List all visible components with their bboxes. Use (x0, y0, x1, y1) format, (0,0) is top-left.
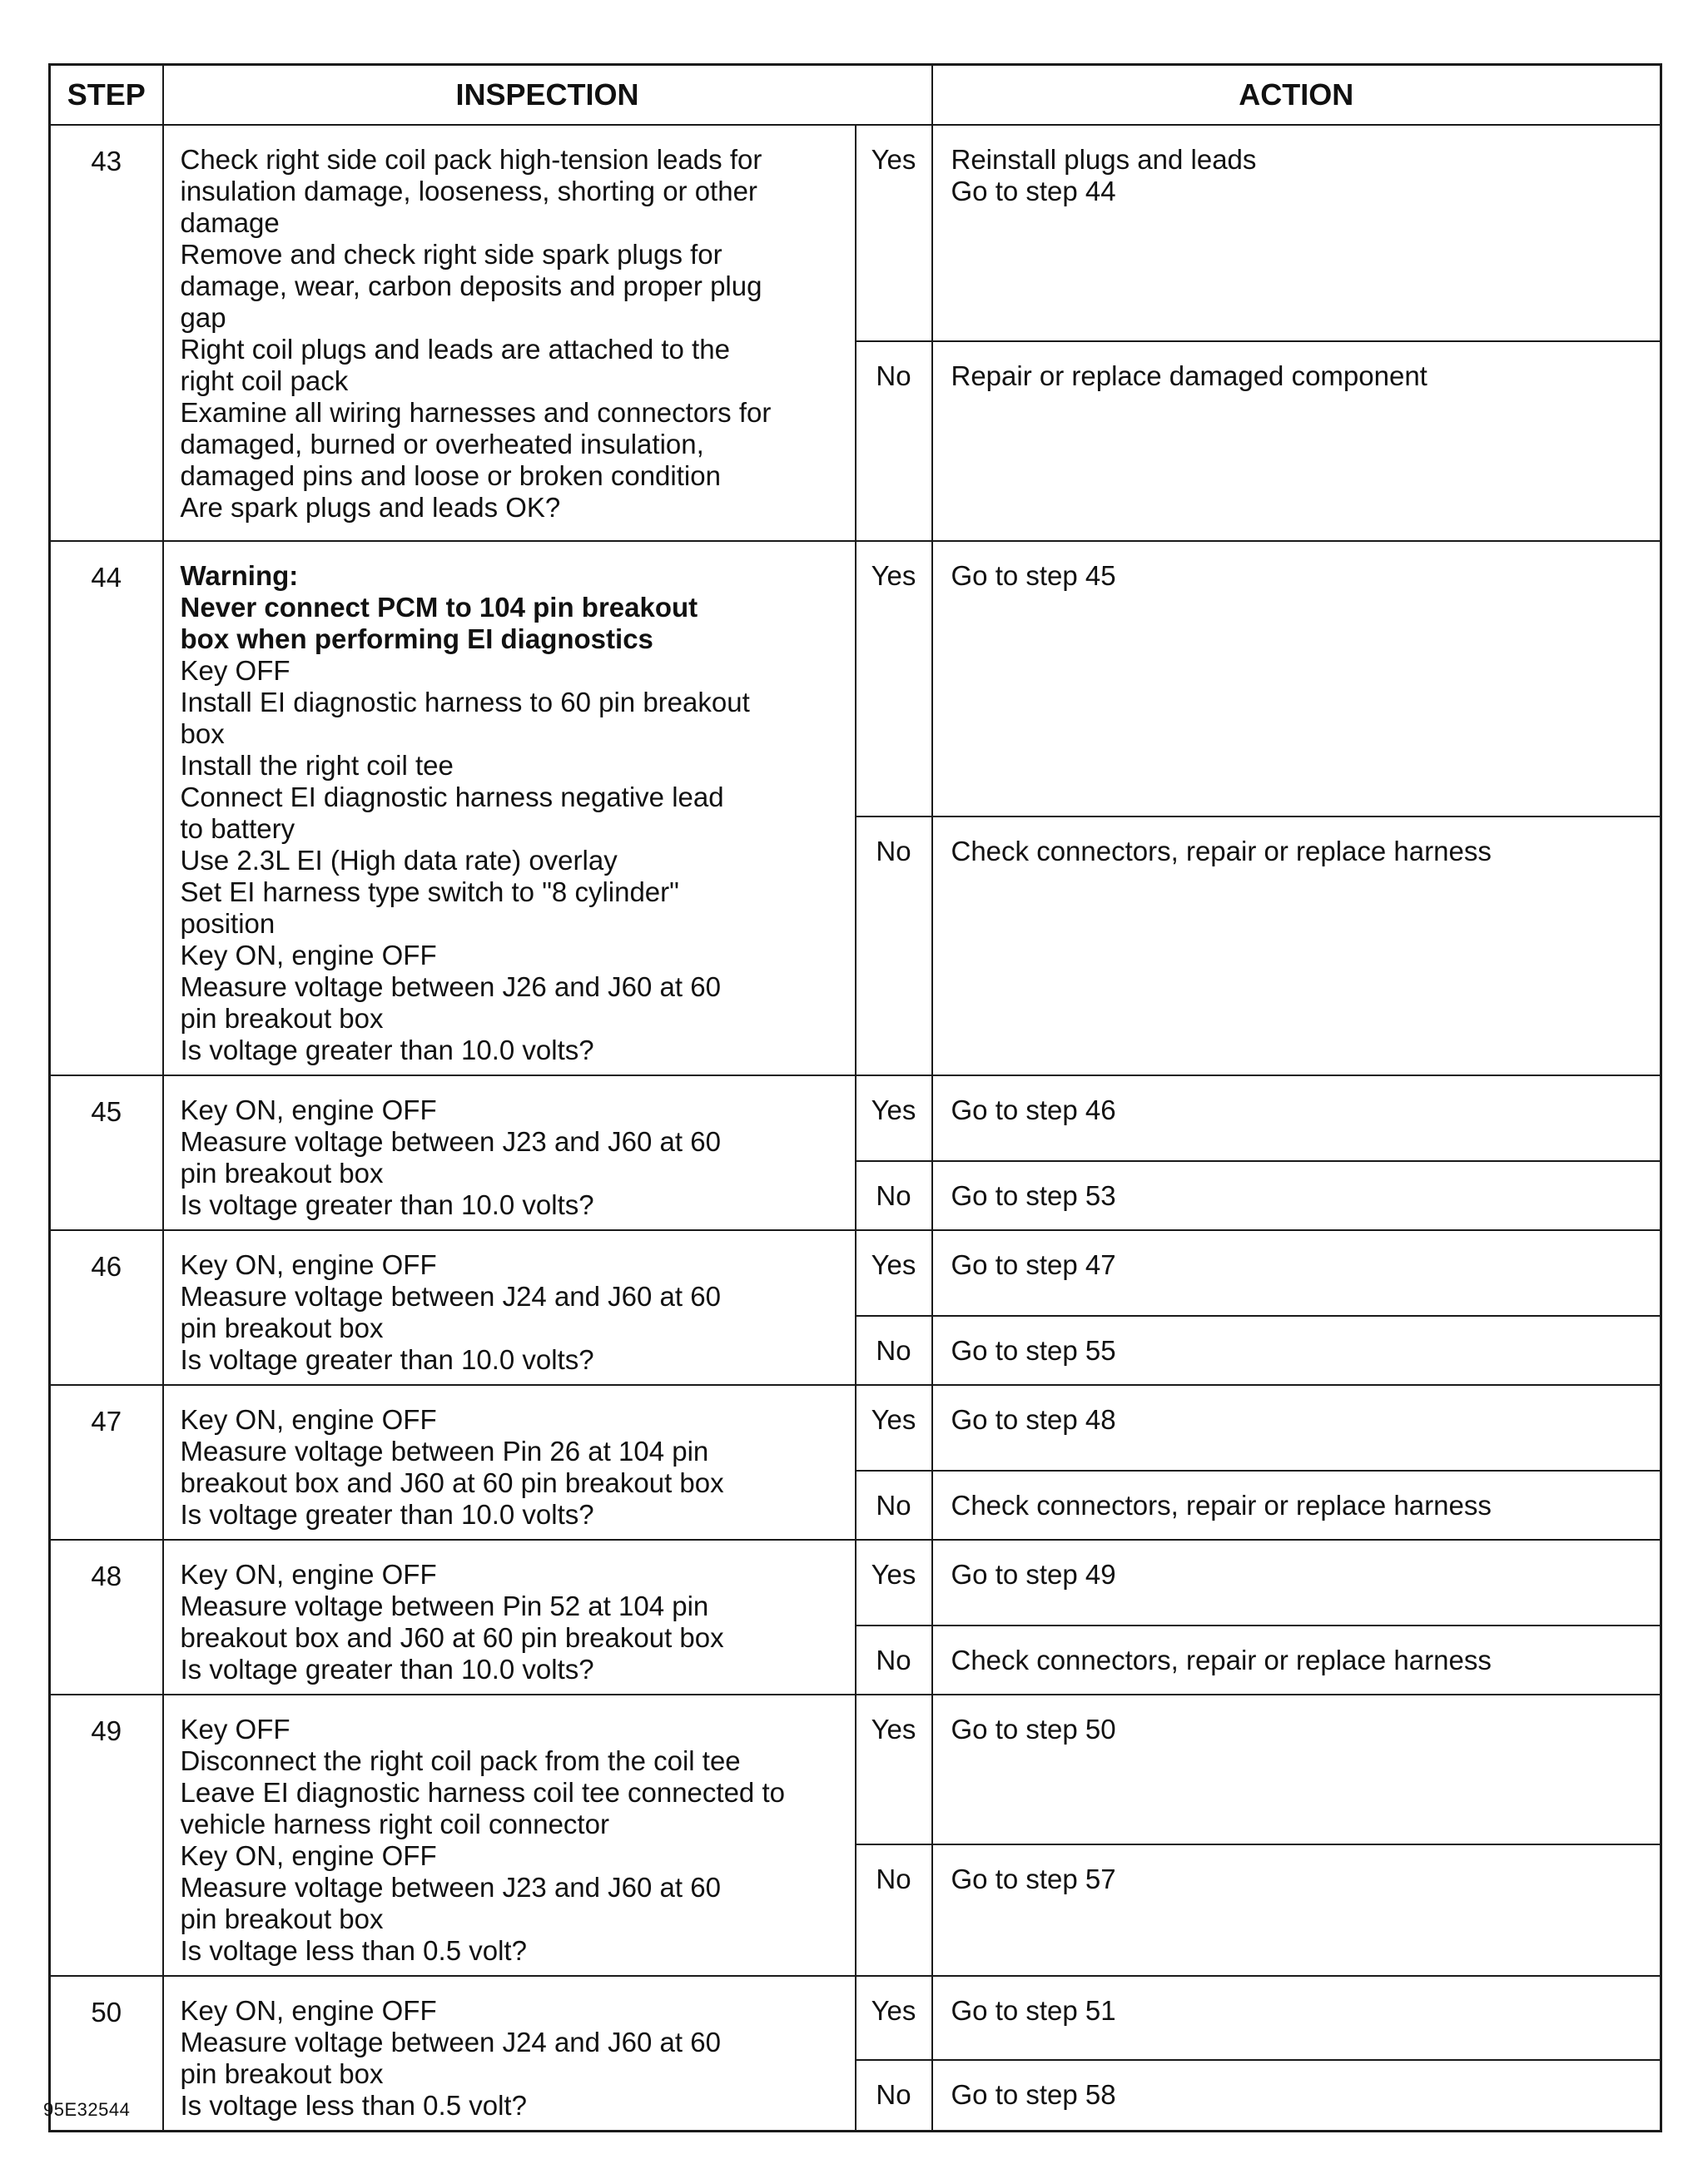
step-number: 49 (50, 1695, 163, 1976)
inspection-line: Is voltage greater than 10.0 volts? (180, 1035, 594, 1065)
table-row (50, 1976, 1661, 2060)
inspection-line: Measure voltage between J23 and J60 at 60 pin breakout box (180, 1872, 721, 1934)
inspection-line: Measure voltage between Pin 52 at 104 pin breakout box and J60 at 60 pin breakout box (180, 1591, 724, 1653)
table-body (50, 125, 1661, 2132)
inspection-line: Leave EI diagnostic harness coil tee connected to vehicle harness right coil connector (180, 1777, 785, 1839)
step-number: 43 (50, 125, 163, 541)
inspection-line: Measure voltage between J24 and J60 at 60 pin breakout box (180, 1281, 721, 1343)
yes-label: Yes (856, 1075, 932, 1161)
inspection-line: Is voltage greater than 10.0 volts? (180, 1499, 594, 1530)
inspection-cell (163, 1230, 856, 1385)
inspection-line: Remove and check right side spark plugs for damage, wear, carbon deposits and proper plug gap (180, 239, 762, 333)
table-row (50, 1540, 1661, 1626)
yes-action (932, 1695, 1661, 1844)
no-label: No (856, 1161, 932, 1230)
inspection-line: Is voltage greater than 10.0 volts? (180, 1654, 594, 1685)
yes-label: Yes (856, 125, 932, 341)
inspection-line: Key ON, engine OFF (180, 940, 437, 970)
action-line: Go to step 48 (951, 1404, 1116, 1435)
action-line: Go to step 51 (951, 1995, 1116, 2026)
action-line: Check connectors, repair or replace harness (951, 1490, 1492, 1521)
yes-label: Yes (856, 541, 932, 817)
no-label: No (856, 1626, 932, 1695)
inspection-line: Disconnect the right coil pack from the coil tee (180, 1745, 741, 1776)
action-line: Reinstall plugs and leads (951, 144, 1257, 175)
inspection-line: Key ON, engine OFF (180, 1404, 437, 1435)
yes-label: Yes (856, 1230, 932, 1316)
inspection-line: Key ON, engine OFF (180, 1840, 437, 1871)
no-action (932, 1316, 1661, 1385)
inspection-line: Is voltage greater than 10.0 volts? (180, 1189, 594, 1220)
yes-label: Yes (856, 1695, 932, 1844)
inspection-line: Install the right coil tee (180, 750, 454, 781)
inspection-cell (163, 541, 856, 1075)
step-number: 48 (50, 1540, 163, 1695)
inspection-line: Measure voltage between J26 and J60 at 60 pin breakout box (180, 971, 721, 1034)
yes-action (932, 125, 1661, 341)
yes-action (932, 1230, 1661, 1316)
no-action (932, 1161, 1661, 1230)
no-action (932, 2060, 1661, 2131)
step-number: 44 (50, 541, 163, 1075)
inspection-line: Use 2.3L EI (High data rate) overlay (180, 845, 618, 876)
action-line: Check connectors, repair or replace harness (951, 836, 1492, 867)
step-number: 46 (50, 1230, 163, 1385)
inspection-column-header: INSPECTION (163, 65, 932, 126)
no-label: No (856, 1844, 932, 1976)
action-line: Go to step 44 (951, 176, 1116, 206)
action-line: Go to step 55 (951, 1335, 1116, 1367)
action-line: Repair or replace damaged component (951, 360, 1427, 391)
no-action (932, 341, 1661, 541)
figure-id: 95E32544 (43, 2099, 131, 2120)
table-row (50, 1075, 1661, 1161)
inspection-cell (163, 125, 856, 541)
inspection-line: Connect EI diagnostic harness negative lead to battery (180, 782, 724, 844)
inspection-line: Examine all wiring harnesses and connectors for damaged, burned or overheated insulation, damaged pins and loose or broken condition (180, 397, 772, 491)
table-row (50, 125, 1661, 341)
yes-label: Yes (856, 1976, 932, 2060)
inspection-line: Is voltage less than 0.5 volt? (180, 2090, 527, 2121)
table-row (50, 1385, 1661, 1471)
yes-action (932, 541, 1661, 817)
inspection-line: Install EI diagnostic harness to 60 pin breakout box (180, 687, 750, 749)
no-label: No (856, 817, 932, 1075)
inspection-cell (163, 1385, 856, 1540)
inspection-cell (163, 1540, 856, 1695)
inspection-line: Is voltage greater than 10.0 volts? (180, 1344, 594, 1375)
action-line: Go to step 46 (951, 1094, 1116, 1125)
yes-label: Yes (856, 1540, 932, 1626)
inspection-line: Are spark plugs and leads OK? (180, 492, 561, 523)
inspection-line: Measure voltage between Pin 26 at 104 pin breakout box and J60 at 60 pin breakout box (180, 1436, 724, 1498)
no-label: No (856, 2060, 932, 2131)
inspection-line: Key OFF (180, 1714, 290, 1745)
no-label: No (856, 1316, 932, 1385)
action-line: Check connectors, repair or replace harness (951, 1645, 1492, 1676)
action-column-header: ACTION (932, 65, 1661, 126)
table-row (50, 1695, 1661, 1844)
inspection-line: Key ON, engine OFF (180, 1249, 437, 1280)
no-action (932, 1471, 1661, 1540)
no-action (932, 1844, 1661, 1976)
yes-action (932, 1976, 1661, 2060)
inspection-line: Key OFF (180, 655, 290, 686)
inspection-cell (163, 1695, 856, 1976)
action-line: Go to step 58 (951, 2079, 1116, 2111)
warning-text: Warning: (180, 560, 299, 591)
action-line: Go to step 45 (951, 560, 1116, 591)
table-row (50, 1230, 1661, 1316)
step-number: 50 (50, 1976, 163, 2132)
inspection-line: Key ON, engine OFF (180, 1094, 437, 1125)
no-action (932, 1626, 1661, 1695)
step-number: 45 (50, 1075, 163, 1230)
inspection-line: Measure voltage between J23 and J60 at 60 pin breakout box (180, 1126, 721, 1189)
inspection-line: Measure voltage between J24 and J60 at 60 pin breakout box (180, 2027, 721, 2089)
step-column-header: STEP (50, 65, 163, 126)
no-label: No (856, 341, 932, 541)
inspection-line: Key ON, engine OFF (180, 1995, 437, 2026)
inspection-line: Is voltage less than 0.5 volt? (180, 1935, 527, 1966)
action-line: Go to step 53 (951, 1180, 1116, 1212)
inspection-line: Check right side coil pack high-tension leads for insulation damage, looseness, shorting or other damage (180, 144, 762, 238)
inspection-cell (163, 1976, 856, 2132)
table-row (50, 541, 1661, 817)
yes-label: Yes (856, 1385, 932, 1471)
action-line: Go to step 47 (951, 1249, 1116, 1280)
inspection-line: Key ON, engine OFF (180, 1559, 437, 1590)
table-header-row (50, 65, 1661, 126)
inspection-cell (163, 1075, 856, 1230)
inspection-line: Right coil plugs and leads are attached to the right coil pack (180, 334, 730, 396)
warning-text: Never connect PCM to 104 pin breakout box when performing EI diagnostics (180, 592, 698, 654)
no-action (932, 817, 1661, 1075)
inspection-line: Set EI harness type switch to "8 cylinder" position (180, 876, 679, 939)
action-line: Go to step 57 (951, 1863, 1116, 1894)
no-label: No (856, 1471, 932, 1540)
yes-action (932, 1075, 1661, 1161)
yes-action (932, 1385, 1661, 1471)
action-line: Go to step 50 (951, 1714, 1116, 1745)
diagnostic-table (48, 63, 1662, 2132)
step-number: 47 (50, 1385, 163, 1540)
yes-action (932, 1540, 1661, 1626)
action-line: Go to step 49 (951, 1559, 1116, 1590)
